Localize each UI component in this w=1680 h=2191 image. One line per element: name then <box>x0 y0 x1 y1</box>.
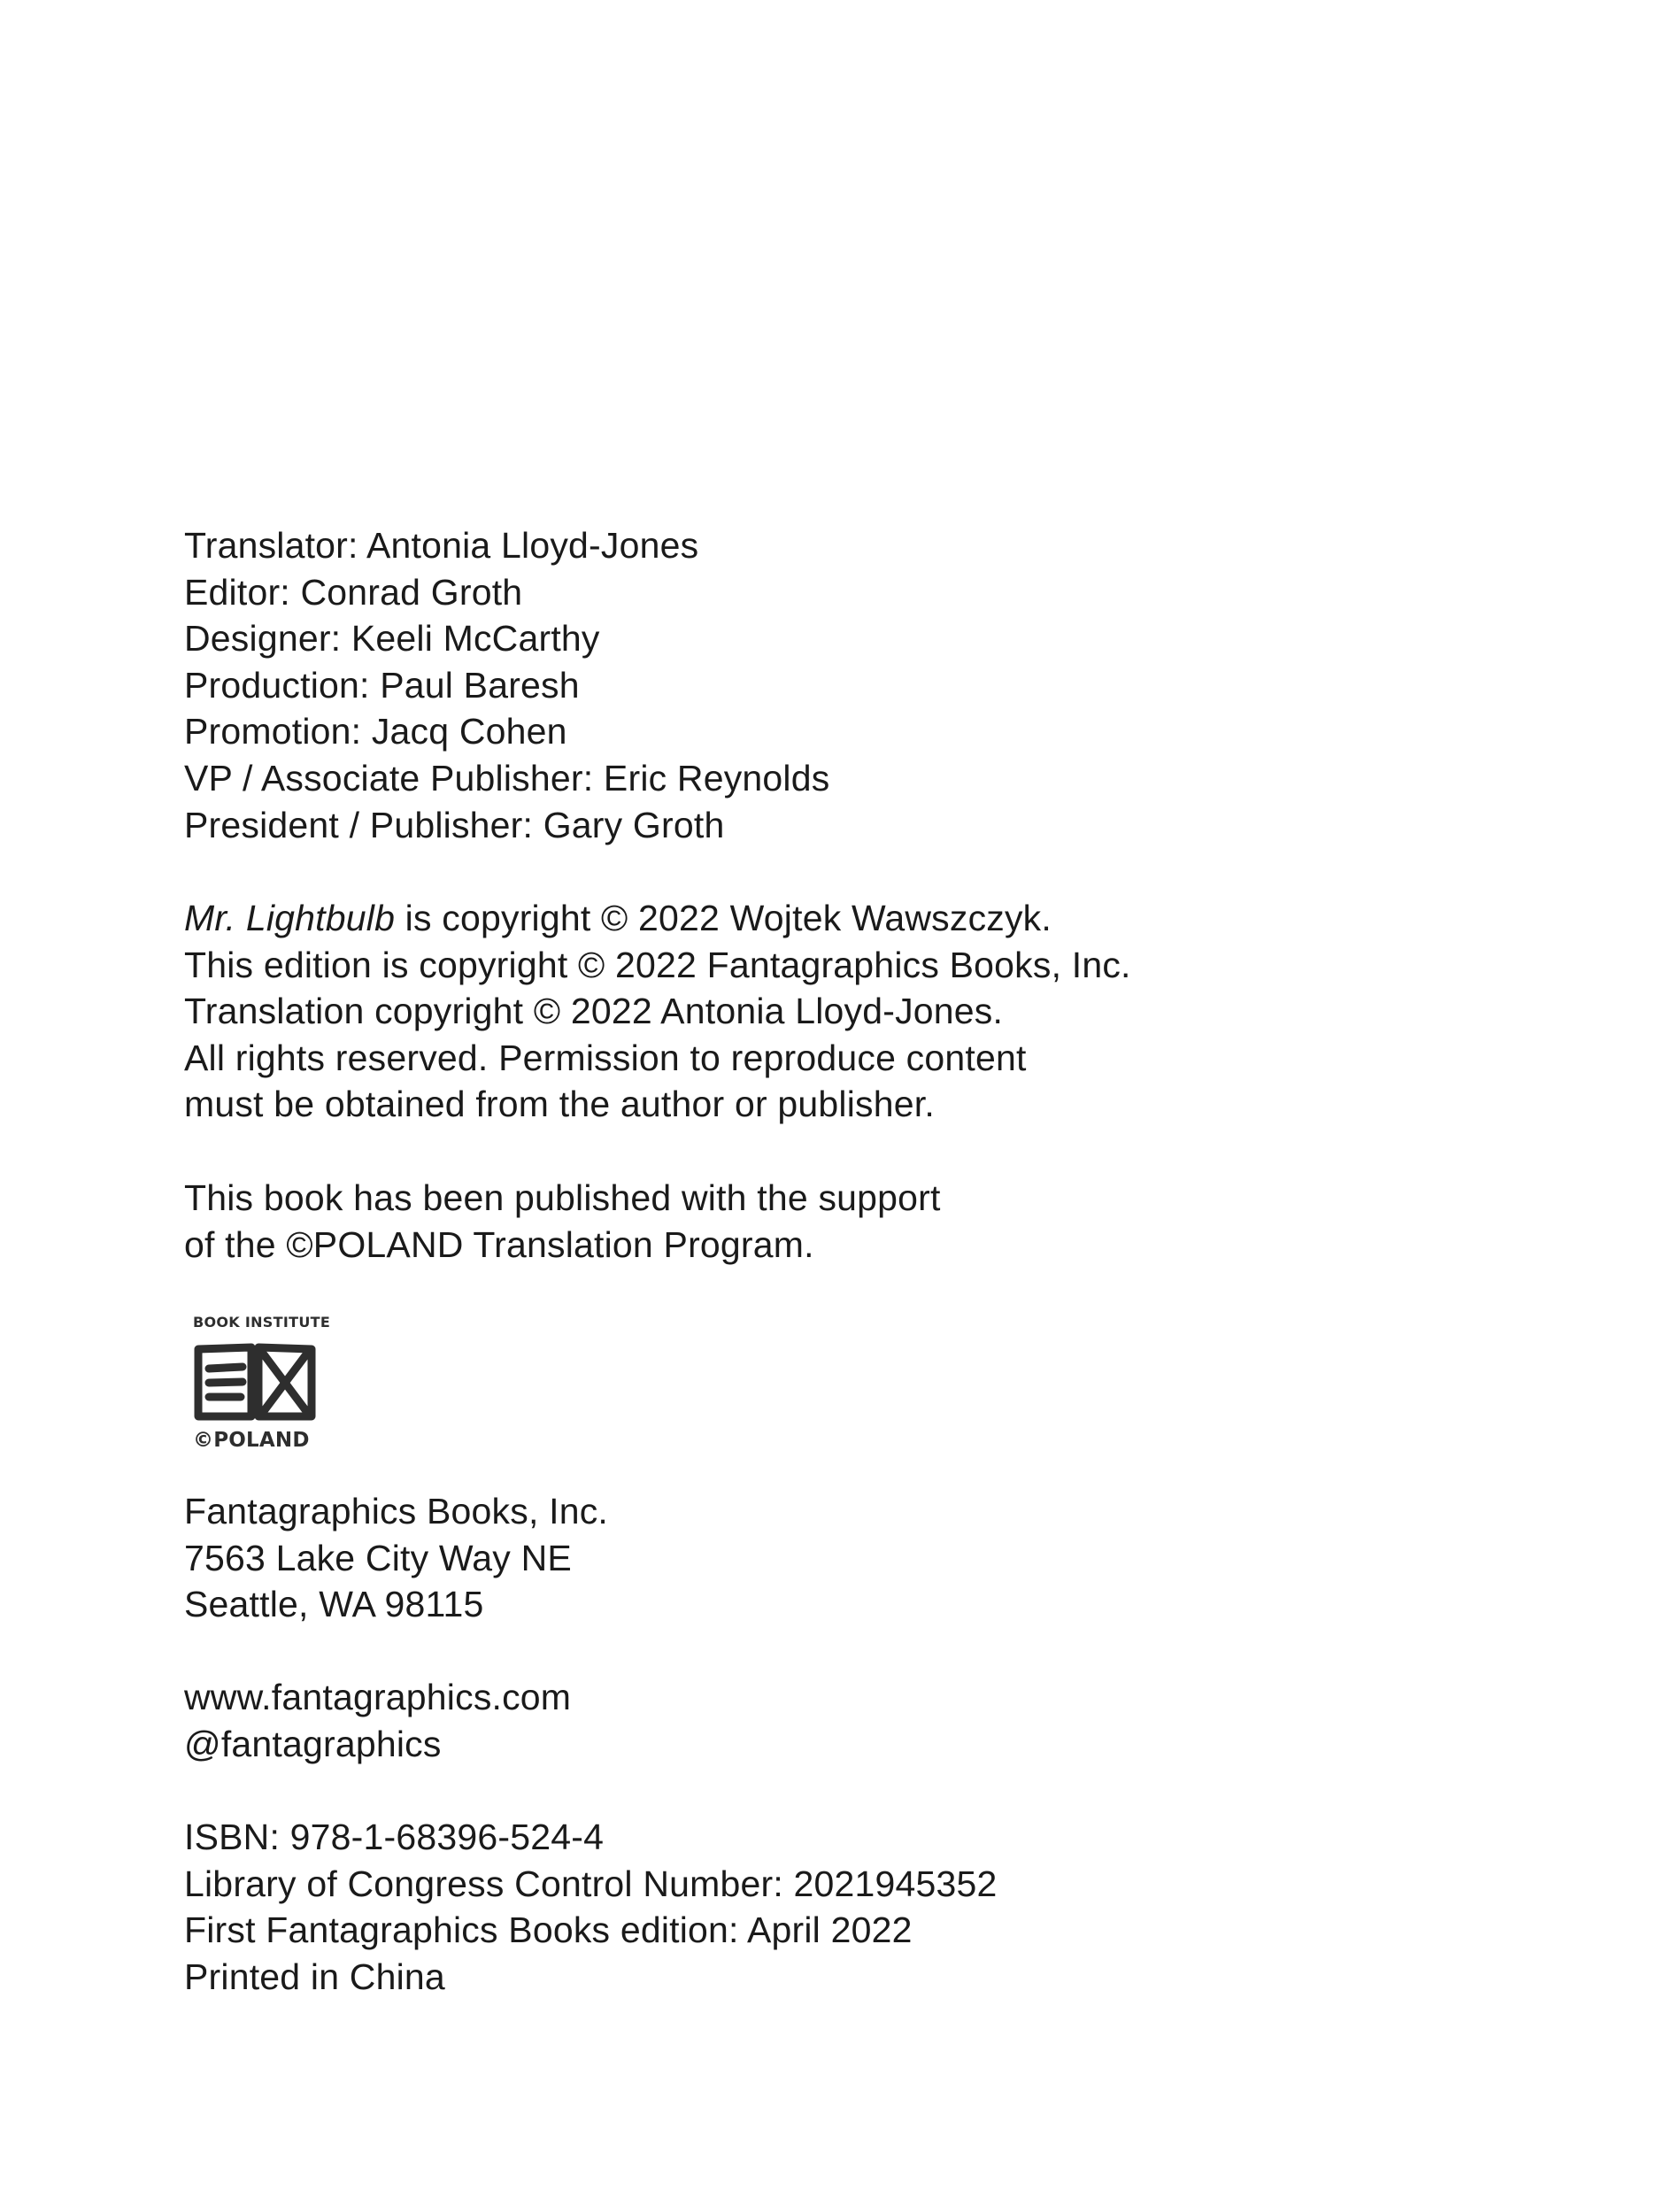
support-line: of the ©POLAND Translation Program. <box>184 1223 814 1265</box>
address-line: Seattle, WA 98115 <box>184 1584 484 1625</box>
book-institute-logo <box>193 1314 331 1455</box>
address-block <box>184 1488 608 1628</box>
lccn-line: Library of Congress Control Number: 2021945352 <box>184 1863 998 1904</box>
edition-line: First Fantagraphics Books edition: April 2022 <box>184 1909 913 1951</box>
copyright-line-rest: is copyright © 2022 Wojtek Wawszczyk. <box>395 898 1052 938</box>
address-line: Fantagraphics Books, Inc. <box>184 1491 609 1531</box>
copyright-line: All rights reserved. Permission to reproduce content <box>184 1037 1027 1078</box>
printed-line: Printed in China <box>184 1956 445 1997</box>
credits-block <box>184 522 829 848</box>
credit-line: VP / Associate Publisher: Eric Reynolds <box>184 757 830 798</box>
website-url: www.fantagraphics.com <box>184 1677 572 1717</box>
support-block <box>184 1175 941 1268</box>
copyright-line: Translation copyright © 2022 Antonia Lloyd-Jones. <box>184 991 1004 1032</box>
credit-line: Designer: Keeli McCarthy <box>184 618 600 660</box>
credit-line: Translator: Antonia Lloyd-Jones <box>184 525 699 566</box>
credit-line: Editor: Conrad Groth <box>184 571 523 613</box>
logo-top-text: BOOK INSTITUTE <box>193 1314 331 1331</box>
credit-line: President / Publisher: Gary Groth <box>184 804 725 845</box>
publication-info-block <box>184 1814 998 2000</box>
address-line: 7563 Lake City Way NE <box>184 1537 572 1578</box>
support-line: This book has been published with the support <box>184 1177 941 1218</box>
social-handle: @fantagraphics <box>184 1723 442 1764</box>
copyright-line: must be obtained from the author or publisher. <box>184 1084 935 1125</box>
copyright-block <box>184 895 1131 1128</box>
credit-line: Promotion: Jacq Cohen <box>184 711 567 752</box>
logo-bottom-text: ©POLAND <box>193 1429 310 1452</box>
copyright-line: This edition is copyright © 2022 Fantagraphics Books, Inc. <box>184 944 1131 985</box>
web-block <box>184 1674 571 1767</box>
copyright-line <box>184 895 1131 942</box>
isbn-line: ISBN: 978-1-68396-524-4 <box>184 1817 605 1857</box>
credit-line: Production: Paul Baresh <box>184 664 580 706</box>
book-title: Mr. Lightbulb <box>184 898 396 938</box>
open-book-icon <box>193 1342 317 1422</box>
